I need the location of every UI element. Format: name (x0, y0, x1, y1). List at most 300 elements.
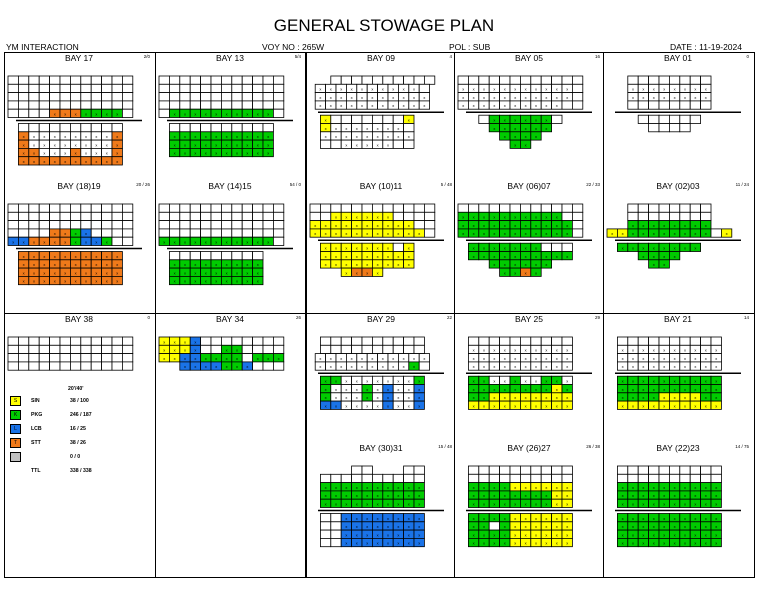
slot-mark: x (246, 364, 249, 370)
container-slot (18, 76, 28, 84)
container-slot (372, 115, 382, 123)
slot-mark: x (397, 540, 400, 546)
container-slot (169, 124, 179, 132)
slot-mark: x (392, 103, 395, 109)
slot-mark: x (684, 532, 686, 538)
container-slot (701, 337, 711, 345)
slot-mark: x (324, 484, 327, 490)
slot-mark: x (204, 262, 207, 268)
bay-count: 5 / 48 (440, 182, 452, 187)
container-slot (659, 212, 669, 220)
slot-mark: x (184, 339, 186, 345)
container-slot (362, 466, 372, 474)
container-slot (372, 337, 382, 345)
container-slot (320, 204, 330, 212)
slot-mark: x (43, 270, 46, 276)
bay-grid (308, 182, 454, 308)
container-slot (169, 221, 179, 229)
bay-panel (456, 315, 602, 441)
slot-mark: x (621, 501, 624, 507)
slot-mark: x (684, 493, 686, 499)
container-slot (190, 252, 200, 260)
container-slot (242, 124, 252, 132)
container-slot (393, 115, 403, 123)
slot-mark: x (184, 134, 186, 140)
bay-count: 0 (746, 54, 749, 59)
slot-mark: x (663, 532, 666, 538)
slot-mark: x (535, 347, 537, 353)
slot-mark: x (642, 364, 645, 370)
slot-mark: x (355, 134, 358, 140)
slot-mark: x (545, 484, 548, 490)
container-slot (39, 101, 49, 109)
container-slot (169, 252, 179, 260)
container-slot (362, 345, 372, 353)
slot-mark: x (345, 245, 348, 251)
slot-mark: x (503, 245, 506, 251)
container-slot (520, 76, 530, 84)
slot-mark: x (514, 515, 517, 521)
slot-mark: x (376, 125, 379, 131)
container-slot (18, 212, 28, 220)
slot-mark: x (524, 493, 527, 499)
slot-mark: x (329, 364, 332, 370)
slot-mark: x (632, 364, 634, 370)
container-slot (362, 337, 372, 345)
slot-mark: x (535, 540, 537, 546)
container-slot (572, 101, 582, 109)
container-slot (60, 84, 70, 92)
slot-mark: x (423, 355, 426, 361)
slot-mark: x (355, 270, 358, 276)
container-slot (242, 101, 252, 109)
slot-mark: x (95, 134, 98, 140)
slot-mark: x (329, 103, 332, 109)
slot-mark: x (256, 134, 259, 140)
container-slot (60, 354, 70, 362)
slot-mark: x (85, 142, 87, 148)
slot-mark: x (642, 355, 645, 361)
container-slot (122, 93, 132, 101)
slot-mark: x (545, 222, 548, 228)
slot-mark: x (33, 253, 35, 259)
container-slot (341, 204, 351, 212)
container-slot (458, 204, 468, 212)
slot-mark: x (194, 270, 197, 276)
slot-mark: x (524, 86, 527, 92)
slot-mark: x (566, 231, 569, 237)
slot-mark: x (493, 493, 496, 499)
slot-mark: x (246, 134, 249, 140)
slot-mark: x (493, 378, 496, 384)
slot-mark: x (335, 125, 337, 131)
slot-mark: x (503, 355, 506, 361)
slot-mark: x (493, 532, 496, 538)
container-slot (122, 212, 132, 220)
container-slot (211, 345, 221, 353)
slot-mark: x (621, 395, 624, 401)
slot-mark: x (43, 239, 46, 245)
container-slot (8, 345, 18, 353)
slot-mark: x (715, 395, 718, 401)
bay-panel (308, 444, 454, 570)
container-slot (711, 337, 721, 345)
container-slot (39, 221, 49, 229)
slot-mark: x (493, 222, 496, 228)
slot-mark: x (514, 484, 517, 490)
slot-mark: x (514, 403, 517, 409)
slot-mark: x (503, 386, 506, 392)
container-slot (617, 474, 627, 482)
slot-mark: x (105, 239, 108, 245)
slot-mark: x (74, 142, 77, 148)
slot-mark: x (472, 103, 475, 109)
container-slot (552, 474, 562, 482)
bay-panel (605, 54, 751, 180)
bay-panel (308, 182, 454, 308)
slot-mark: x (545, 532, 548, 538)
bay-grid (308, 444, 454, 570)
container-slot (180, 252, 190, 260)
container-slot (180, 221, 190, 229)
slot-mark: x (366, 540, 369, 546)
container-slot (541, 204, 551, 212)
slot-mark: x (64, 111, 67, 117)
slot-mark: x (514, 231, 517, 237)
slot-mark: x (493, 386, 496, 392)
slot-mark: x (33, 270, 35, 276)
container-slot (424, 76, 434, 84)
slot-mark: x (215, 355, 218, 361)
slot-mark: x (663, 94, 666, 100)
slot-mark: x (43, 150, 46, 156)
slot-mark: x (116, 150, 119, 156)
slot-mark: x (236, 150, 238, 156)
slot-mark: x (493, 403, 496, 409)
container-slot (341, 474, 351, 482)
slot-mark: x (483, 103, 485, 109)
slot-mark: x (335, 245, 337, 251)
slot-mark: x (545, 262, 548, 268)
slot-mark: x (173, 150, 176, 156)
container-slot (680, 115, 690, 123)
container-slot (39, 84, 49, 92)
container-slot (50, 345, 60, 353)
container-slot (489, 337, 499, 345)
container-slot (263, 229, 273, 237)
bay-title: BAY 05 (514, 53, 544, 63)
slot-mark: x (642, 245, 645, 251)
container-slot (201, 345, 211, 353)
slot-mark: x (621, 364, 624, 370)
container-slot (81, 354, 91, 362)
slot-mark: x (366, 501, 369, 507)
slot-mark: x (387, 378, 389, 384)
container-slot (562, 243, 572, 251)
container-slot (572, 204, 582, 212)
container-slot (680, 76, 690, 84)
slot-mark: x (418, 378, 421, 384)
container-slot (638, 76, 648, 84)
container-slot (572, 212, 582, 220)
container-slot (414, 345, 424, 353)
container-slot (169, 101, 179, 109)
slot-mark: x (22, 253, 25, 259)
slot-mark: x (163, 239, 166, 245)
slot-mark: x (503, 94, 506, 100)
slot-mark: x (194, 339, 197, 345)
bay-grid (456, 444, 602, 570)
slot-mark: x (535, 364, 537, 370)
slot-mark: x (684, 231, 686, 237)
slot-mark: x (472, 540, 475, 546)
slot-mark: x (503, 270, 506, 276)
slot-mark: x (566, 515, 569, 521)
slot-mark: x (345, 214, 348, 220)
slot-mark: x (355, 245, 358, 251)
slot-mark: x (418, 501, 421, 507)
slot-mark: x (673, 484, 676, 490)
slot-mark: x (652, 501, 655, 507)
slot-mark: x (555, 403, 558, 409)
container-slot (393, 345, 403, 353)
legend-code: STT (31, 440, 41, 446)
container-slot (112, 212, 122, 220)
slot-mark: x (53, 142, 56, 148)
slot-mark: x (246, 262, 249, 268)
container-slot (372, 474, 382, 482)
slot-mark: x (545, 214, 548, 220)
slot-mark: x (472, 214, 475, 220)
slot-mark: x (472, 347, 475, 353)
slot-mark: x (194, 278, 197, 284)
slot-mark: x (555, 222, 558, 228)
container-slot (39, 362, 49, 370)
container-slot (232, 252, 242, 260)
slot-mark: x (376, 386, 379, 392)
slot-mark: x (704, 355, 707, 361)
slot-mark: x (335, 222, 337, 228)
slot-mark: x (535, 262, 537, 268)
slot-mark: x (184, 355, 186, 361)
slot-mark: x (503, 364, 506, 370)
slot-mark: x (64, 142, 67, 148)
slot-mark: x (514, 532, 517, 538)
container-slot (70, 76, 80, 84)
slot-mark: x (387, 403, 389, 409)
slot-mark: x (225, 150, 228, 156)
slot-mark: x (105, 142, 108, 148)
container-slot (273, 221, 283, 229)
slot-mark: x (173, 111, 176, 117)
slot-mark: x (524, 532, 527, 538)
slot-mark: x (324, 222, 327, 228)
slot-mark: x (340, 86, 343, 92)
container-slot (669, 76, 679, 84)
container-slot (479, 466, 489, 474)
slot-mark: x (535, 395, 537, 401)
container-slot (91, 124, 101, 132)
slot-mark: x (493, 231, 496, 237)
slot-mark: x (673, 493, 676, 499)
container-slot (320, 522, 330, 530)
container-slot (320, 514, 330, 522)
slot-mark: x (673, 515, 676, 521)
slot-mark: x (95, 142, 98, 148)
slot-mark: x (345, 378, 348, 384)
slot-mark: x (514, 364, 517, 370)
slot-mark: x (85, 159, 87, 164)
slot-mark: x (663, 515, 666, 521)
slot-mark: x (472, 524, 475, 530)
container-slot (638, 466, 648, 474)
container-slot (122, 237, 132, 245)
slot-mark: x (407, 134, 410, 140)
bay-panel (6, 54, 152, 180)
slot-mark: x (483, 386, 485, 392)
slot-mark: x (566, 253, 569, 259)
slot-mark: x (642, 493, 645, 499)
slot-mark: x (402, 86, 405, 92)
slot-mark: x (503, 501, 506, 507)
slot-mark: x (225, 355, 228, 361)
container-slot (81, 345, 91, 353)
container-slot (221, 93, 231, 101)
container-slot (479, 76, 489, 84)
container-slot (242, 252, 252, 260)
slot-mark: x (204, 239, 207, 245)
slot-mark: x (524, 524, 527, 530)
slot-mark: x (184, 364, 186, 370)
slot-mark: x (514, 347, 517, 353)
container-slot (221, 337, 231, 345)
container-slot (711, 466, 721, 474)
container-slot (310, 212, 320, 220)
slot-mark: x (355, 386, 358, 392)
slot-mark: x (493, 125, 496, 131)
slot-mark: x (524, 214, 527, 220)
slot-mark: x (684, 355, 686, 361)
slot-mark: x (116, 253, 119, 259)
slot-mark: x (173, 347, 176, 353)
slot-mark: x (387, 245, 389, 251)
container-slot (29, 337, 39, 345)
column-divider (454, 52, 455, 578)
slot-mark: x (397, 262, 400, 268)
operator-label: YM INTERACTION (6, 42, 79, 52)
legend-row (10, 438, 150, 448)
container-slot (331, 140, 341, 148)
container-slot (253, 204, 263, 212)
slot-mark: x (402, 364, 405, 370)
slot-mark: x (407, 222, 410, 228)
slot-mark: x (85, 239, 87, 245)
slot-mark: x (371, 103, 374, 109)
container-slot (211, 76, 221, 84)
slot-mark: x (535, 134, 537, 140)
slot-mark: x (335, 386, 337, 392)
container-slot (541, 466, 551, 474)
slot-mark: x (355, 125, 358, 131)
container-slot (180, 229, 190, 237)
slot-mark: x (402, 94, 405, 100)
container-slot (404, 337, 414, 345)
container-slot (190, 101, 200, 109)
container-slot (649, 204, 659, 212)
slot-mark: x (74, 111, 77, 117)
slot-mark: x (392, 364, 395, 370)
slot-mark: x (236, 134, 238, 140)
slot-mark: x (413, 364, 415, 370)
slot-mark: x (366, 214, 369, 220)
slot-mark: x (355, 395, 358, 401)
column-divider (603, 52, 604, 578)
container-slot (352, 466, 362, 474)
container-slot (352, 345, 362, 353)
slot-mark: x (483, 524, 485, 530)
slot-mark: x (407, 395, 410, 401)
container-slot (242, 76, 252, 84)
slot-mark: x (632, 231, 634, 237)
slot-mark: x (535, 231, 537, 237)
slot-mark: x (397, 501, 400, 507)
bay-title: BAY 34 (215, 314, 245, 324)
legend-swatch: K (10, 410, 21, 420)
slot-mark: x (663, 231, 666, 237)
slot-mark: x (335, 214, 337, 220)
container-slot (628, 337, 638, 345)
slot-mark: x (555, 214, 558, 220)
container-slot (29, 93, 39, 101)
slot-mark: x (184, 239, 186, 245)
slot-mark: x (361, 355, 363, 361)
container-slot (669, 212, 679, 220)
container-slot (393, 212, 403, 220)
container-slot (690, 204, 700, 212)
slot-mark: x (545, 125, 548, 131)
slot-mark: x (397, 515, 400, 521)
slot-mark: x (64, 134, 67, 140)
slot-mark: x (555, 86, 558, 92)
slot-mark: x (413, 86, 415, 92)
slot-mark: x (566, 364, 569, 370)
slot-mark: x (493, 262, 496, 268)
slot-mark: x (407, 245, 410, 251)
slot-mark: x (663, 386, 666, 392)
slot-mark: x (387, 134, 389, 140)
container-slot (50, 362, 60, 370)
container-slot (320, 538, 330, 546)
slot-mark: x (335, 493, 337, 499)
slot-mark: x (472, 515, 475, 521)
slot-mark: x (652, 484, 655, 490)
container-slot (39, 204, 49, 212)
container-slot (122, 229, 132, 237)
slot-mark: x (694, 532, 697, 538)
slot-mark: x (105, 278, 108, 284)
container-slot (520, 466, 530, 474)
container-slot (638, 204, 648, 212)
slot-mark: x (545, 94, 548, 100)
slot-mark: x (524, 364, 527, 370)
container-slot (232, 337, 242, 345)
slot-mark: x (22, 262, 25, 268)
container-slot (414, 474, 424, 482)
slot-mark: x (535, 222, 537, 228)
slot-mark: x (632, 222, 634, 228)
slot-mark: x (387, 125, 389, 131)
slot-mark: x (524, 103, 527, 109)
